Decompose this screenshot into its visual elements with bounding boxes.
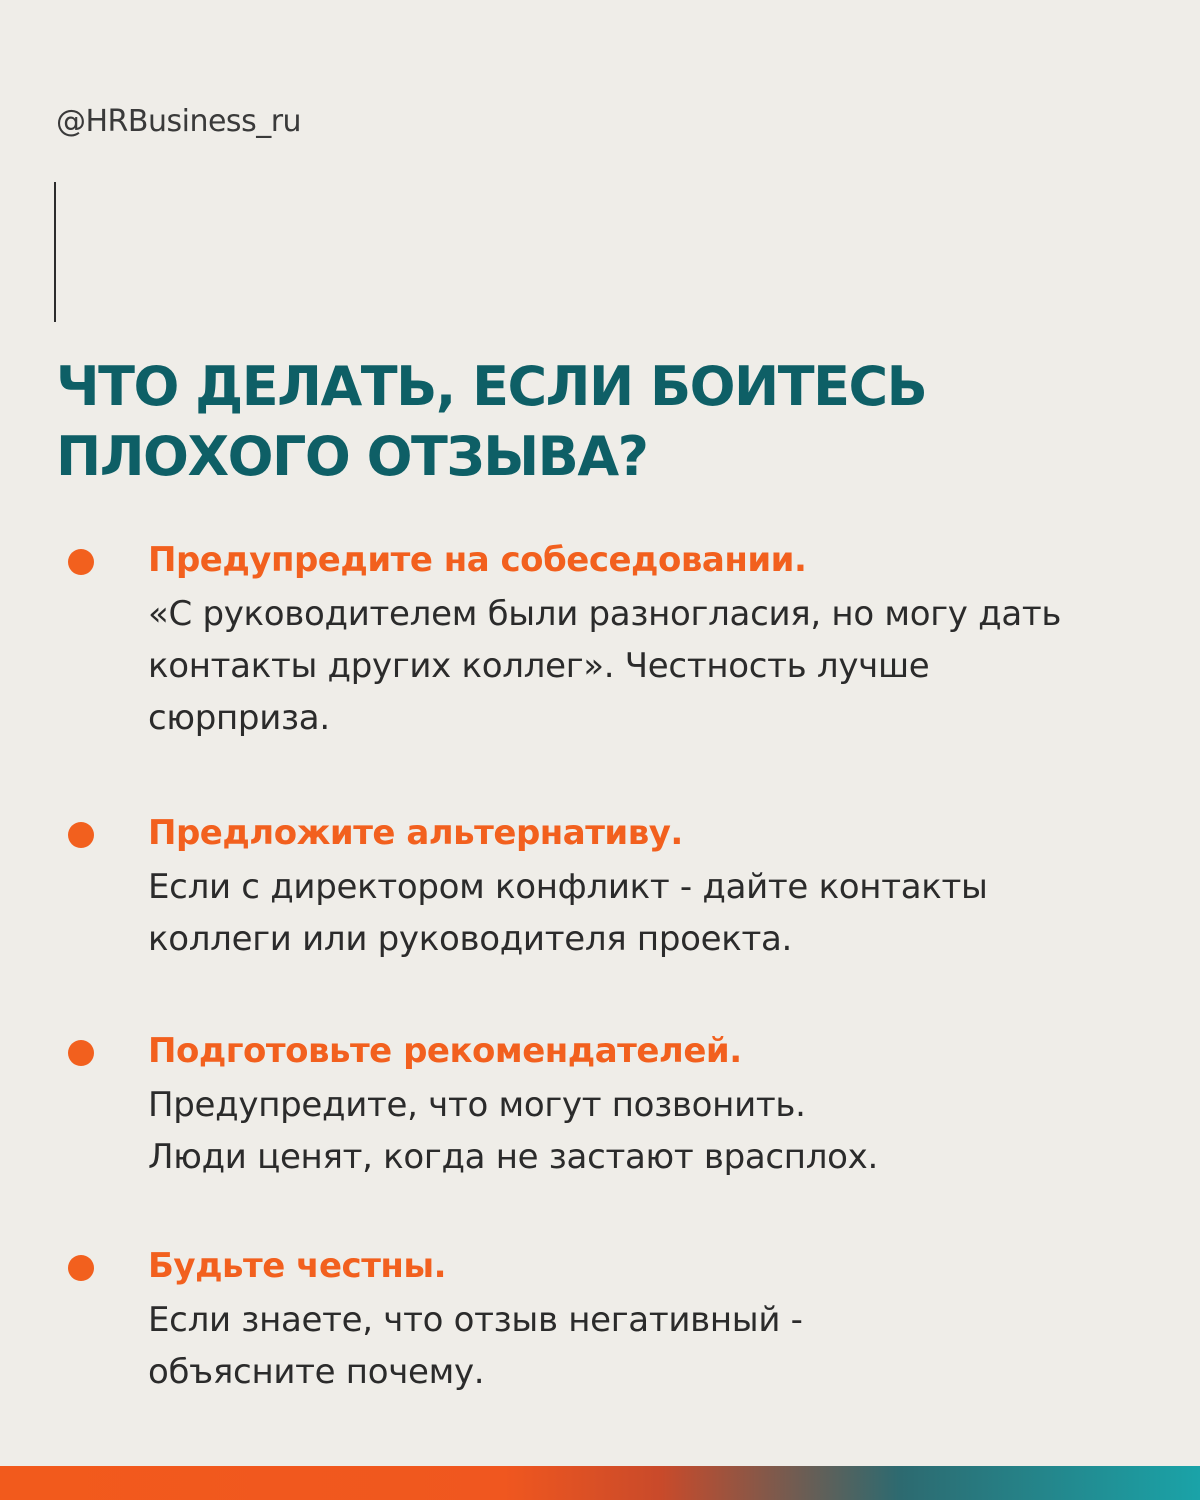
title-line-2: ПЛОХОГО ОТЗЫВА? xyxy=(56,425,648,488)
tip-line: «С руководителем были разногласия, но могу дать xyxy=(148,594,1062,634)
tip-line: Если с директором конфликт - дайте контакты xyxy=(148,867,988,907)
tip-line: Люди ценят, когда не застают врасплох. xyxy=(148,1137,878,1177)
page-title xyxy=(56,352,1156,492)
tip-line: коллеги или руководителя проекта. xyxy=(148,919,793,959)
tip-line: Предупредите, что могут позвонить. xyxy=(148,1085,806,1125)
tip-body xyxy=(148,1294,1158,1398)
tip-line: сюрприза. xyxy=(148,698,330,738)
tip-line: объясните почему. xyxy=(148,1352,485,1392)
bullet-dot-icon xyxy=(68,549,94,575)
bullet-dot-icon xyxy=(68,1255,94,1281)
tip-body xyxy=(148,588,1158,744)
tip-heading: Предложите альтернативу. xyxy=(148,813,683,853)
vertical-divider xyxy=(54,182,56,322)
tip-body xyxy=(148,1079,1158,1183)
tip-heading: Подготовьте рекомендателей. xyxy=(148,1031,742,1071)
footer-gradient-bar xyxy=(0,1466,1200,1500)
bullet-dot-icon xyxy=(68,822,94,848)
tip-line: контакты других коллег». Честность лучше xyxy=(148,646,930,686)
tip-body xyxy=(148,861,1158,965)
title-line-1: ЧТО ДЕЛАТЬ, ЕСЛИ БОИТЕСЬ xyxy=(56,355,927,418)
tip-line: Если знаете, что отзыв негативный - xyxy=(148,1300,803,1340)
account-handle: @HRBusiness_ru xyxy=(56,104,302,139)
tip-heading: Будьте честны. xyxy=(148,1246,447,1286)
bullet-dot-icon xyxy=(68,1040,94,1066)
tip-heading: Предупредите на собеседовании. xyxy=(148,540,807,580)
